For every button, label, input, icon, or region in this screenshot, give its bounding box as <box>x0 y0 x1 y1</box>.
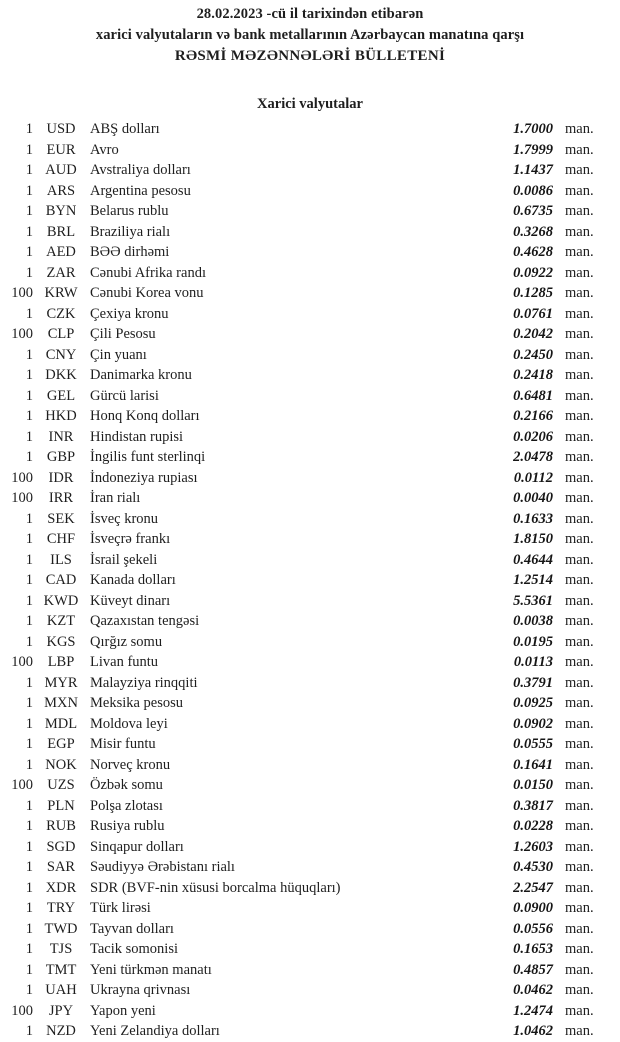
currency-code: IDR <box>48 469 74 486</box>
currency-rate: 0.0761 <box>513 305 553 322</box>
currency-name: Çili Pesosu <box>90 326 156 342</box>
currency-row <box>0 755 620 776</box>
currency-unit: man. <box>565 715 594 732</box>
currency-name: BƏƏ dirhəmi <box>90 244 170 260</box>
currency-name: İran rialı <box>90 490 141 506</box>
currency-row <box>0 263 620 284</box>
currency-unit: man. <box>565 121 594 137</box>
currency-quantity: 1 <box>25 223 33 240</box>
currency-quantity: 100 <box>11 654 33 670</box>
currency-code: SEK <box>47 510 75 527</box>
currency-row <box>0 468 620 489</box>
currency-name: Cənubi Korea vonu <box>90 285 204 301</box>
currency-code: TRY <box>46 900 76 916</box>
currency-quantity: 1 <box>25 736 33 752</box>
currency-code: XDR <box>45 879 77 896</box>
currency-row <box>0 447 620 468</box>
currency-code: KWD <box>43 592 79 609</box>
currency-quantity: 1 <box>25 346 33 363</box>
currency-quantity: 1 <box>25 900 33 916</box>
currency-code: LBP <box>47 654 75 670</box>
currency-rate: 0.3791 <box>513 674 553 691</box>
currency-quantity: 1 <box>25 879 33 896</box>
currency-unit: man. <box>565 797 594 814</box>
currency-rate: 0.1633 <box>513 510 553 527</box>
currency-row <box>0 406 620 427</box>
currency-rate: 0.3817 <box>513 797 553 814</box>
currency-unit: man. <box>565 449 594 465</box>
currency-code: CZK <box>46 305 76 322</box>
currency-rate: 0.1641 <box>513 756 553 773</box>
currency-unit: man. <box>565 223 594 240</box>
currency-quantity: 100 <box>11 490 33 506</box>
section-title-foreign-currencies: Xarici valyutalar <box>257 96 363 112</box>
currency-code: GBP <box>46 449 76 465</box>
currency-rate: 0.0206 <box>513 428 553 445</box>
currency-unit: man. <box>565 428 594 445</box>
currency-unit: man. <box>565 182 594 199</box>
currency-name: Türk lirəsi <box>90 900 151 916</box>
currency-quantity: 100 <box>11 777 33 793</box>
currency-row <box>0 529 620 550</box>
currency-name: Misir funtu <box>90 736 156 752</box>
currency-unit: man. <box>565 346 594 363</box>
currency-unit: man. <box>565 736 594 752</box>
currency-code: ARS <box>46 182 76 199</box>
currency-quantity: 1 <box>25 367 33 383</box>
currency-unit: man. <box>565 326 594 342</box>
currency-code: EUR <box>46 141 76 158</box>
currency-unit: man. <box>565 961 594 978</box>
currency-quantity: 1 <box>25 941 33 957</box>
currency-unit: man. <box>565 367 594 383</box>
currency-rate: 0.0555 <box>513 736 553 752</box>
currency-row <box>0 1021 620 1042</box>
currency-unit: man. <box>565 490 594 506</box>
currency-rate: 1.7999 <box>513 141 553 158</box>
bulletin-date-line: 28.02.2023 -cü il tarixindən etibarən <box>196 6 424 22</box>
currency-unit: man. <box>565 879 594 896</box>
currency-quantity: 1 <box>25 121 33 137</box>
currency-quantity: 1 <box>25 633 33 650</box>
currency-row <box>0 816 620 837</box>
currency-rate: 0.0086 <box>513 182 553 199</box>
currency-code: KGS <box>46 633 76 650</box>
currency-row <box>0 857 620 878</box>
currency-unit: man. <box>565 264 594 281</box>
currency-row <box>0 980 620 1001</box>
currency-row <box>0 427 620 448</box>
currency-rate: 0.0902 <box>513 715 553 732</box>
currency-code: MXN <box>44 695 78 711</box>
currency-row <box>0 837 620 858</box>
currency-row <box>0 160 620 181</box>
currency-row <box>0 796 620 817</box>
currency-unit: man. <box>565 695 594 711</box>
currency-name: Sinqapur dolları <box>90 838 184 855</box>
currency-unit: man. <box>565 859 594 875</box>
currency-rate: 0.3268 <box>513 223 553 240</box>
currency-quantity: 1 <box>25 838 33 855</box>
currency-rate: 0.0228 <box>513 818 553 834</box>
currency-quantity: 1 <box>25 715 33 732</box>
currency-row <box>0 488 620 509</box>
currency-quantity: 1 <box>25 961 33 978</box>
currency-row <box>0 365 620 386</box>
currency-name: Braziliya rialı <box>90 223 171 240</box>
currency-name: Cənubi Afrika randı <box>90 264 206 281</box>
currency-unit: man. <box>565 1023 594 1039</box>
currency-code: TWD <box>44 920 78 937</box>
currency-rate: 0.1653 <box>513 941 553 957</box>
currency-name: Tayvan dolları <box>90 920 174 937</box>
currency-unit: man. <box>565 572 594 588</box>
currency-unit: man. <box>565 469 594 486</box>
currency-rate: 0.0922 <box>513 264 553 281</box>
currency-quantity: 1 <box>25 572 33 588</box>
currency-name: Avstraliya dolları <box>90 162 191 178</box>
currency-name: Qazaxıstan tengəsi <box>90 613 200 629</box>
currency-code: EGP <box>47 736 75 752</box>
currency-rate: 1.2603 <box>513 838 553 855</box>
currency-code: TMT <box>45 961 77 978</box>
currency-row <box>0 119 620 140</box>
currency-name: Qırğız somu <box>90 633 163 650</box>
currency-unit: man. <box>565 1002 594 1019</box>
currency-rate: 1.2514 <box>513 572 553 588</box>
currency-code: TJS <box>49 941 73 957</box>
currency-code: CLP <box>47 326 75 342</box>
currency-name: Yeni türkmən manatı <box>90 961 212 978</box>
currency-code: KRW <box>44 285 78 301</box>
currency-row <box>0 693 620 714</box>
currency-rate: 0.0195 <box>513 633 553 650</box>
currency-quantity: 1 <box>25 449 33 465</box>
currency-row <box>0 304 620 325</box>
currency-quantity: 1 <box>25 613 33 629</box>
currency-quantity: 100 <box>11 1002 33 1019</box>
currency-row <box>0 734 620 755</box>
bulletin-subtitle-line: xarici valyutaların və bank metallarının Azərbaycan manatına qarşı <box>95 27 525 43</box>
currency-row <box>0 550 620 571</box>
currency-code: SGD <box>46 838 76 855</box>
currency-code: NOK <box>45 756 77 773</box>
currency-unit: man. <box>565 592 594 609</box>
currency-rate: 0.4530 <box>513 859 553 875</box>
currency-unit: man. <box>565 654 594 670</box>
currency-quantity: 1 <box>25 531 33 547</box>
currency-unit: man. <box>565 613 594 629</box>
currency-row <box>0 1001 620 1022</box>
currency-code: CHF <box>46 531 76 547</box>
currency-row <box>0 632 620 653</box>
currency-code: DKK <box>45 367 77 383</box>
currency-rate: 1.0462 <box>513 1023 553 1039</box>
currency-unit: man. <box>565 203 594 219</box>
currency-quantity: 1 <box>25 695 33 711</box>
currency-code: RUB <box>46 818 76 834</box>
currency-rate: 1.2474 <box>513 1002 553 1019</box>
currency-quantity: 1 <box>25 162 33 178</box>
currency-code: MYR <box>44 674 78 691</box>
currency-name: İsrail şekeli <box>90 551 158 568</box>
currency-quantity: 1 <box>25 428 33 445</box>
currency-name: Yapon yeni <box>90 1002 156 1019</box>
currency-rate: 0.0900 <box>513 900 553 916</box>
currency-quantity: 1 <box>25 141 33 158</box>
currency-name: Avro <box>90 141 119 158</box>
currency-row <box>0 652 620 673</box>
currency-unit: man. <box>565 941 594 957</box>
bulletin-header <box>0 0 620 67</box>
currency-name: Hindistan rupisi <box>90 428 184 445</box>
currency-unit: man. <box>565 510 594 527</box>
currency-name: Polşa zlotası <box>90 797 163 814</box>
currency-quantity: 1 <box>25 387 33 404</box>
currency-row <box>0 775 620 796</box>
currency-name: Ukrayna qrivnası <box>90 982 191 998</box>
currency-rate: 1.1437 <box>513 162 553 178</box>
currency-unit: man. <box>565 551 594 568</box>
currency-rate: 0.2418 <box>513 367 553 383</box>
currency-name: Norveç kronu <box>90 756 171 773</box>
currency-row <box>0 878 620 899</box>
currency-name: İsveçrə frankı <box>90 531 171 547</box>
currency-row <box>0 222 620 243</box>
currency-name: Meksika pesosu <box>90 695 184 711</box>
currency-code: CAD <box>45 572 77 588</box>
currency-name: İsveç kronu <box>90 510 159 527</box>
currency-row <box>0 283 620 304</box>
currency-row <box>0 898 620 919</box>
currency-rate: 0.1285 <box>513 285 553 301</box>
currency-unit: man. <box>565 162 594 178</box>
currency-code: ZAR <box>46 264 76 281</box>
currency-row <box>0 324 620 345</box>
currency-code: USD <box>46 121 76 137</box>
currency-rate: 5.5361 <box>513 592 553 609</box>
currency-rate: 0.2166 <box>513 408 553 424</box>
currency-name: Səudiyyə Ərəbistanı rialı <box>90 859 235 875</box>
currency-rate: 0.0112 <box>513 469 553 486</box>
currency-quantity: 1 <box>25 982 33 998</box>
currency-quantity: 1 <box>25 264 33 281</box>
currency-unit: man. <box>565 244 594 260</box>
currency-quantity: 1 <box>25 203 33 219</box>
currency-quantity: 1 <box>25 859 33 875</box>
currency-unit: man. <box>565 305 594 322</box>
currency-quantity: 1 <box>25 674 33 691</box>
currency-code: CNY <box>45 346 77 363</box>
currency-unit: man. <box>565 900 594 916</box>
currency-code: KZT <box>46 613 76 629</box>
currency-row <box>0 591 620 612</box>
currency-code: AED <box>46 244 76 260</box>
currency-row <box>0 939 620 960</box>
currency-row <box>0 140 620 161</box>
currency-unit: man. <box>565 285 594 301</box>
bulletin-title: RƏSMİ MƏZƏNNƏLƏRİ BÜLLETENİ <box>174 48 446 64</box>
currency-unit: man. <box>565 674 594 691</box>
currency-code: MDL <box>44 715 78 732</box>
currency-row <box>0 673 620 694</box>
currency-code: BYN <box>45 203 77 219</box>
currency-rate: 2.0478 <box>513 449 553 465</box>
currency-quantity: 1 <box>25 592 33 609</box>
currency-row <box>0 509 620 530</box>
currency-quantity: 1 <box>25 756 33 773</box>
currency-name: Gürcü larisi <box>90 387 159 404</box>
currency-code: NZD <box>46 1023 76 1039</box>
currency-code: UAH <box>45 982 77 998</box>
currency-quantity: 1 <box>25 818 33 834</box>
currency-name: Çin yuanı <box>90 346 147 363</box>
currency-quantity: 100 <box>11 326 33 342</box>
currency-rate: 0.0462 <box>513 982 553 998</box>
currency-row <box>0 201 620 222</box>
currency-name: Küveyt dinarı <box>90 592 171 609</box>
currency-code: PLN <box>47 797 75 814</box>
currency-rate: 1.7000 <box>513 121 553 137</box>
currency-unit: man. <box>565 982 594 998</box>
currency-quantity: 100 <box>11 469 33 486</box>
currency-quantity: 1 <box>25 797 33 814</box>
currency-quantity: 1 <box>25 1023 33 1039</box>
currency-unit: man. <box>565 408 594 424</box>
currency-rate: 0.0038 <box>513 613 553 629</box>
currency-rate: 0.0556 <box>513 920 553 937</box>
currency-name: Rusiya rublu <box>90 818 165 834</box>
currency-quantity: 100 <box>11 285 33 301</box>
currency-name: Malayziya rinqqiti <box>90 674 198 691</box>
currency-name: Tacik somonisi <box>90 941 178 957</box>
currency-name: Argentina pesosu <box>90 182 191 199</box>
currency-row <box>0 611 620 632</box>
currency-rate: 0.2042 <box>513 326 553 342</box>
currency-row <box>0 345 620 366</box>
currency-row <box>0 242 620 263</box>
currency-unit: man. <box>565 531 594 547</box>
currency-rate: 0.4628 <box>513 244 553 260</box>
currency-unit: man. <box>565 777 594 793</box>
currency-code: JPY <box>48 1002 74 1019</box>
currency-quantity: 1 <box>25 305 33 322</box>
currency-name: Danimarka kronu <box>90 367 192 383</box>
currency-unit: man. <box>565 818 594 834</box>
currency-row <box>0 386 620 407</box>
currency-name: Livan funtu <box>90 654 159 670</box>
currency-quantity: 1 <box>25 551 33 568</box>
currency-rate: 0.2450 <box>513 346 553 363</box>
currency-rate: 0.6735 <box>513 203 553 219</box>
currency-code: ILS <box>50 551 72 568</box>
currency-code: IRR <box>48 490 74 506</box>
currency-code: SAR <box>46 859 76 875</box>
currency-name: Moldova leyi <box>90 715 168 732</box>
currency-rate: 0.4644 <box>513 551 553 568</box>
currency-name: ABŞ dolları <box>90 121 160 137</box>
currency-rate: 0.6481 <box>513 387 553 404</box>
currency-name: Honq Konq dolları <box>90 408 200 424</box>
currency-code: AUD <box>45 162 77 178</box>
currency-unit: man. <box>565 838 594 855</box>
currency-rate: 0.0040 <box>513 490 553 506</box>
currency-name: İngilis funt sterlinqi <box>90 449 206 465</box>
currency-rate: 1.8150 <box>513 531 553 547</box>
currency-quantity: 1 <box>25 510 33 527</box>
currency-name: Çexiya kronu <box>90 305 169 322</box>
currency-row <box>0 181 620 202</box>
currency-name: SDR (BVF-nin xüsusi borcalma hüquqları) <box>90 879 341 896</box>
currency-name: Kanada dolları <box>90 572 176 588</box>
currency-rate: 0.0925 <box>513 695 553 711</box>
currency-code: INR <box>48 428 74 445</box>
currency-unit: man. <box>565 756 594 773</box>
currency-unit: man. <box>565 633 594 650</box>
currency-quantity: 1 <box>25 408 33 424</box>
currency-quantity: 1 <box>25 244 33 260</box>
rates-table <box>0 119 620 1042</box>
currency-name: İndoneziya rupiası <box>90 469 198 486</box>
currency-code: UZS <box>47 777 75 793</box>
currency-row <box>0 960 620 981</box>
currency-row <box>0 570 620 591</box>
currency-rate: 2.2547 <box>513 879 553 896</box>
currency-unit: man. <box>565 920 594 937</box>
currency-name: Belarus rublu <box>90 203 169 219</box>
currency-rate: 0.4857 <box>513 961 553 978</box>
currency-code: BRL <box>46 223 76 240</box>
currency-rate: 0.0113 <box>513 654 553 670</box>
currency-code: GEL <box>46 387 76 404</box>
currency-quantity: 1 <box>25 920 33 937</box>
currency-unit: man. <box>565 141 594 158</box>
currency-name: Özbək somu <box>90 777 163 793</box>
currency-code: HKD <box>45 408 77 424</box>
currency-unit: man. <box>565 387 594 404</box>
currency-row <box>0 919 620 940</box>
currency-row <box>0 714 620 735</box>
currency-name: Yeni Zelandiya dolları <box>90 1023 220 1039</box>
currency-quantity: 1 <box>25 182 33 199</box>
currency-rate: 0.0150 <box>513 777 553 793</box>
